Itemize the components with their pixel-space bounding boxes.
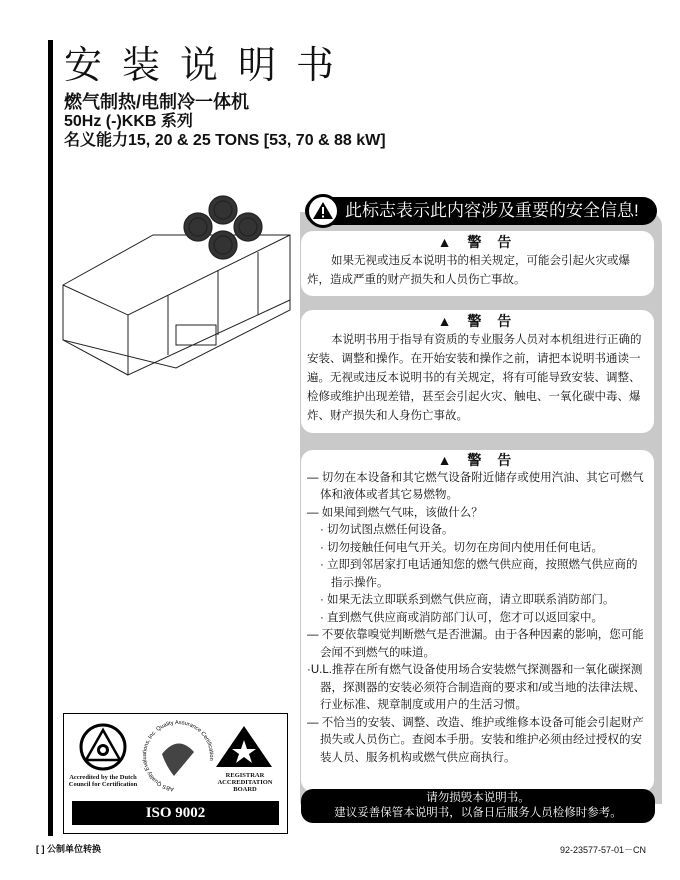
warning-heading: 警 告 [467,452,518,468]
warning-text: 如果无视或违反本说明书的相关规定，可能会引起火灾或爆炸，造成严重的财产损失和人员伤亡事故。 [307,255,630,286]
warning-item: — 如果闻到燃气气味，该做什么？ [307,506,483,519]
warning-item: · 切勿接触任何电气开关。切勿在房间内使用任何电话。 [320,541,604,554]
warning-text: 本说明书用于指导有资质的专业服务人员对本机组进行正确的安装、调整和操作。在开始安装和操作之前，请把本说明书通读一遍。无视或违反本说明书的有关规定，将有可能导致安装、调整、检修或维护出现差错，甚至会引起火灾、触电、一氧化碳中毒、爆炸、财产损失和人身伤亡事故。 [307,334,642,422]
series: 50Hz (-)KKB 系列 [64,113,193,130]
warning-icon: ▲ [437,452,468,468]
certification-box [63,713,288,834]
metric-note: [ ] 公制单位转换 [36,844,101,854]
subtitle: 燃气制热/电制冷一体机 [64,92,249,112]
safety-banner: 此标志表示此内容涉及重要的安全信息! [305,197,657,225]
iso-9002-label: ISO 9002 [72,801,279,825]
rooftop-unit-illustration [58,190,293,390]
abs-quality-seal [142,716,214,798]
capacity: 名义能力15, 20 & 25 TONS [53, 70 & 88 kW] [64,132,386,149]
dutch-council-logo [78,722,128,772]
warning-heading: 警 告 [467,313,518,329]
warning-item: — 切勿在本设备和其它燃气设备附近储存或使用汽油、其它可燃气体和液体或者其它易燃物。 [307,471,644,501]
warning-item: · 立即到邻居家打电话通知您的燃气供应商，按照燃气供应商的指示操作。 [320,559,638,589]
warning-item: · 直到燃气供应商或消防部门认可，您才可以返回家中。 [320,611,604,624]
warning-item: · 如果无法立即联系到燃气供应商，请立即联系消防部门。 [320,594,615,606]
page-title: 安装说明书 [64,45,355,87]
document-number: 92-23577-57-01－CN [560,845,647,855]
warning-item: · 切勿试图点燃任何设备。 [320,524,454,536]
warning-heading: 警 告 [467,234,518,250]
warning-box-3 [301,450,654,792]
warning-triangle-icon [306,194,340,228]
warning-icon: ▲ [437,234,468,250]
warning-item: ·U.L.推荐在所有燃气设备使用场合安装燃气探测器和一氧化碳探测器，探测器的安装必须符合制造商的要求和/或当地的法律法规、行业标准、规章制度或用户的生活习惯。 [307,664,646,711]
warning-item: — 不要依靠嗅觉判断燃气是否泄漏。由于各种因素的影响，您可能会闻不到燃气的味道。 [307,629,644,659]
left-rule [48,40,53,836]
warning-box-2 [301,310,654,433]
warning-item: — 不恰当的安装、调整、改造、维护或维修本设备可能会引起财产损失或人员伤亡。查阅本手册。安装和维护必须由经过授权的安装人员、服务机构或燃气供应商执行。 [307,716,644,764]
rab-logo [214,724,274,769]
footer-line-2: 建议妥善保管本说明书，以备日后服务人员检修时参考。 [334,807,622,819]
warning-box-1 [301,231,654,296]
dutch-council-caption: Accredited by the Dutch Council for Certification [68,774,138,788]
abs-seal-caption: ABS Quality Evaluations, Inc. Quality Assurance Certification [142,719,214,792]
rab-caption: REGISTRAR ACCREDITATION BOARD [217,772,273,793]
warning-icon: ▲ [437,313,468,329]
footer-line-1: 请勿损毁本说明书。 [426,792,530,804]
keep-manual-banner [301,789,655,823]
